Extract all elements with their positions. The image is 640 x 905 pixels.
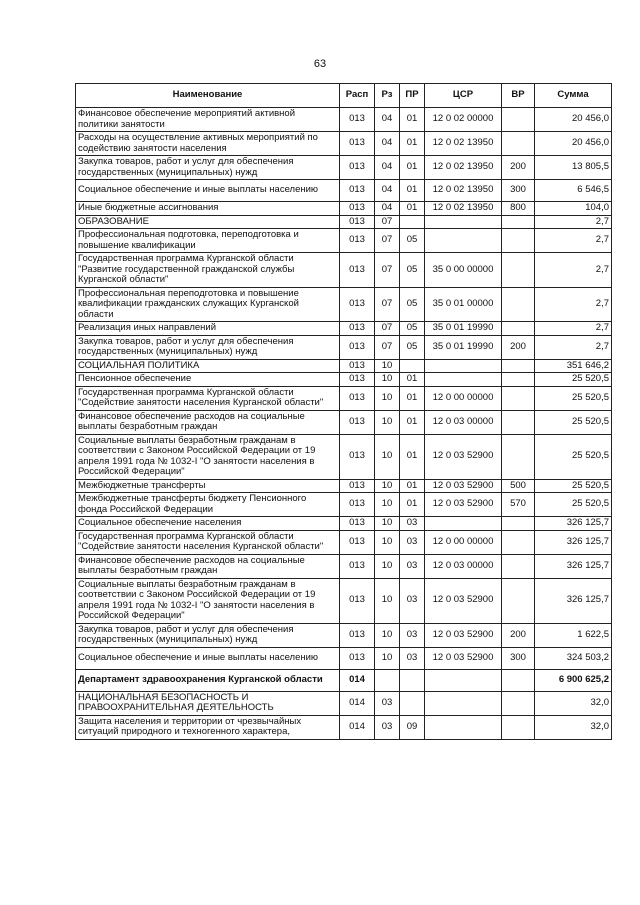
row-name: Иные бюджетные ассигнования bbox=[76, 202, 340, 216]
row-name: Финансовое обеспечение расходов на социальные выплаты безработным граждан bbox=[76, 410, 340, 434]
row-rz: 10 bbox=[375, 517, 400, 531]
row-csr: 12 0 03 52900 bbox=[425, 493, 502, 517]
row-sum: 2,7 bbox=[535, 287, 612, 322]
row-rasp: 013 bbox=[340, 373, 375, 387]
row-sum: 25 520,5 bbox=[535, 386, 612, 410]
row-rz: 10 bbox=[375, 647, 400, 669]
header-sum: Сумма bbox=[535, 84, 612, 108]
row-name: Закупка товаров, работ и услуг для обеспечения государственных (муниципальных) нужд bbox=[76, 156, 340, 180]
row-rasp: 013 bbox=[340, 530, 375, 554]
row-name: Государственная программа Курганской области "Содействие занятости населения Курганской области" bbox=[76, 530, 340, 554]
row-name: Профессиональная переподготовка и повышение квалификации гражданских служащих Курганской области bbox=[76, 287, 340, 322]
header-pr: ПР bbox=[400, 84, 425, 108]
row-name: Социальное обеспечение и иные выплаты населению bbox=[76, 180, 340, 202]
row-rasp: 013 bbox=[340, 554, 375, 578]
table-row bbox=[76, 229, 612, 253]
row-csr: 12 0 03 52900 bbox=[425, 434, 502, 479]
row-sum: 351 646,2 bbox=[535, 359, 612, 373]
table-row bbox=[76, 215, 612, 229]
row-sum: 25 520,5 bbox=[535, 373, 612, 387]
row-rasp: 013 bbox=[340, 434, 375, 479]
row-sum: 326 125,7 bbox=[535, 530, 612, 554]
row-name: Социальные выплаты безработным гражданам в соответствии с Законом Российской Федерации от 19 апреля 1991 года № 1032-I "О занятости населения в Российской Федерации" bbox=[76, 578, 340, 623]
row-sum: 25 520,5 bbox=[535, 434, 612, 479]
row-rz: 10 bbox=[375, 493, 400, 517]
row-vr: 300 bbox=[502, 647, 535, 669]
table-header-row bbox=[76, 84, 612, 108]
row-name: Межбюджетные трансферты bbox=[76, 479, 340, 493]
row-vr bbox=[502, 715, 535, 739]
row-pr: 03 bbox=[400, 517, 425, 531]
row-sum: 20 456,0 bbox=[535, 132, 612, 156]
row-csr bbox=[425, 373, 502, 387]
row-pr bbox=[400, 359, 425, 373]
row-pr: 05 bbox=[400, 322, 425, 336]
row-csr: 12 0 02 13950 bbox=[425, 156, 502, 180]
table-row bbox=[76, 715, 612, 739]
row-rz: 04 bbox=[375, 108, 400, 132]
row-sum: 2,7 bbox=[535, 322, 612, 336]
row-csr bbox=[425, 517, 502, 531]
row-rz: 10 bbox=[375, 479, 400, 493]
row-rz: 07 bbox=[375, 335, 400, 359]
table-row bbox=[76, 479, 612, 493]
row-csr: 35 0 01 00000 bbox=[425, 287, 502, 322]
header-csr: ЦСР bbox=[425, 84, 502, 108]
row-pr bbox=[400, 669, 425, 691]
table-row bbox=[76, 554, 612, 578]
table-row bbox=[76, 386, 612, 410]
row-vr: 800 bbox=[502, 202, 535, 216]
row-rasp: 013 bbox=[340, 287, 375, 322]
row-rasp: 014 bbox=[340, 715, 375, 739]
row-vr bbox=[502, 359, 535, 373]
row-rasp: 013 bbox=[340, 253, 375, 288]
row-rasp: 013 bbox=[340, 229, 375, 253]
row-name: Расходы на осуществление активных мероприятий по содействию занятости населения bbox=[76, 132, 340, 156]
row-rasp: 013 bbox=[340, 479, 375, 493]
row-pr: 01 bbox=[400, 493, 425, 517]
row-pr: 01 bbox=[400, 132, 425, 156]
row-csr: 12 0 00 00000 bbox=[425, 386, 502, 410]
row-name: Защита населения и территории от чрезвычайных ситуаций природного и техногенного характера, bbox=[76, 715, 340, 739]
row-vr bbox=[502, 578, 535, 623]
row-pr: 01 bbox=[400, 434, 425, 479]
row-csr: 12 0 03 00000 bbox=[425, 410, 502, 434]
table-row bbox=[76, 108, 612, 132]
row-rz: 07 bbox=[375, 215, 400, 229]
row-rasp: 013 bbox=[340, 215, 375, 229]
row-rz: 07 bbox=[375, 287, 400, 322]
row-vr bbox=[502, 386, 535, 410]
row-rz: 04 bbox=[375, 180, 400, 202]
row-sum: 25 520,5 bbox=[535, 479, 612, 493]
table-row bbox=[76, 623, 612, 647]
table-body bbox=[76, 108, 612, 740]
header-vr: ВР bbox=[502, 84, 535, 108]
row-csr: 12 0 03 52900 bbox=[425, 479, 502, 493]
row-rz: 04 bbox=[375, 132, 400, 156]
row-rz: 04 bbox=[375, 156, 400, 180]
row-pr: 05 bbox=[400, 229, 425, 253]
table-row bbox=[76, 434, 612, 479]
row-pr: 05 bbox=[400, 253, 425, 288]
row-vr: 570 bbox=[502, 493, 535, 517]
row-csr: 12 0 02 13950 bbox=[425, 180, 502, 202]
row-pr: 03 bbox=[400, 530, 425, 554]
row-vr bbox=[502, 691, 535, 715]
row-name: Государственная программа Курганской области "Развитие государственной гражданской службы Курганской области" bbox=[76, 253, 340, 288]
row-rasp: 013 bbox=[340, 180, 375, 202]
row-rasp: 013 bbox=[340, 386, 375, 410]
row-sum: 32,0 bbox=[535, 715, 612, 739]
table-row bbox=[76, 669, 612, 691]
row-pr: 09 bbox=[400, 715, 425, 739]
row-vr bbox=[502, 132, 535, 156]
row-sum: 13 805,5 bbox=[535, 156, 612, 180]
table-row bbox=[76, 156, 612, 180]
table-row bbox=[76, 410, 612, 434]
row-pr: 01 bbox=[400, 479, 425, 493]
row-rasp: 013 bbox=[340, 493, 375, 517]
row-name: Социальное обеспечение и иные выплаты населению bbox=[76, 647, 340, 669]
table-row bbox=[76, 180, 612, 202]
row-pr: 03 bbox=[400, 647, 425, 669]
row-pr bbox=[400, 215, 425, 229]
row-vr: 200 bbox=[502, 623, 535, 647]
row-name: Реализация иных направлений bbox=[76, 322, 340, 336]
row-vr bbox=[502, 669, 535, 691]
row-rasp: 013 bbox=[340, 647, 375, 669]
row-rasp: 013 bbox=[340, 359, 375, 373]
row-rasp: 013 bbox=[340, 132, 375, 156]
row-rasp: 013 bbox=[340, 410, 375, 434]
page-number: 63 bbox=[313, 58, 327, 70]
row-pr: 01 bbox=[400, 386, 425, 410]
row-sum: 6 900 625,2 bbox=[535, 669, 612, 691]
row-pr: 01 bbox=[400, 108, 425, 132]
row-csr: 12 0 02 00000 bbox=[425, 108, 502, 132]
header-rasp: Расп bbox=[340, 84, 375, 108]
row-vr bbox=[502, 229, 535, 253]
row-rz: 04 bbox=[375, 202, 400, 216]
header-name: Наименование bbox=[76, 84, 340, 108]
row-name: Государственная программа Курганской области "Содействие занятости населения Курганской области" bbox=[76, 386, 340, 410]
row-rz: 10 bbox=[375, 434, 400, 479]
table-row bbox=[76, 647, 612, 669]
row-rz: 07 bbox=[375, 229, 400, 253]
row-rasp: 013 bbox=[340, 517, 375, 531]
row-rz: 10 bbox=[375, 623, 400, 647]
row-csr bbox=[425, 359, 502, 373]
row-sum: 25 520,5 bbox=[535, 410, 612, 434]
row-vr bbox=[502, 322, 535, 336]
row-pr: 01 bbox=[400, 410, 425, 434]
row-rz: 07 bbox=[375, 253, 400, 288]
row-rasp: 013 bbox=[340, 322, 375, 336]
row-csr: 35 0 01 19990 bbox=[425, 322, 502, 336]
row-sum: 2,7 bbox=[535, 215, 612, 229]
row-rasp: 013 bbox=[340, 578, 375, 623]
table-row bbox=[76, 578, 612, 623]
row-pr: 03 bbox=[400, 578, 425, 623]
row-sum: 2,7 bbox=[535, 253, 612, 288]
budget-table bbox=[75, 83, 612, 740]
row-rz: 10 bbox=[375, 554, 400, 578]
row-vr bbox=[502, 530, 535, 554]
row-name: Закупка товаров, работ и услуг для обеспечения государственных (муниципальных) нужд bbox=[76, 623, 340, 647]
row-sum: 20 456,0 bbox=[535, 108, 612, 132]
row-rz: 10 bbox=[375, 410, 400, 434]
row-vr bbox=[502, 410, 535, 434]
row-vr bbox=[502, 517, 535, 531]
row-pr: 01 bbox=[400, 156, 425, 180]
row-vr bbox=[502, 215, 535, 229]
row-sum: 326 125,7 bbox=[535, 578, 612, 623]
row-csr bbox=[425, 691, 502, 715]
header-rz: Рз bbox=[375, 84, 400, 108]
row-vr bbox=[502, 554, 535, 578]
row-name: Пенсионное обеспечение bbox=[76, 373, 340, 387]
row-name: Закупка товаров, работ и услуг для обеспечения государственных (муниципальных) нужд bbox=[76, 335, 340, 359]
row-vr bbox=[502, 108, 535, 132]
row-sum: 326 125,7 bbox=[535, 517, 612, 531]
row-csr bbox=[425, 229, 502, 253]
table-row bbox=[76, 530, 612, 554]
row-rasp: 013 bbox=[340, 202, 375, 216]
table-row bbox=[76, 335, 612, 359]
row-vr bbox=[502, 434, 535, 479]
row-pr: 01 bbox=[400, 202, 425, 216]
row-csr: 35 0 01 19990 bbox=[425, 335, 502, 359]
row-csr: 12 0 03 00000 bbox=[425, 554, 502, 578]
row-rz: 10 bbox=[375, 359, 400, 373]
row-csr bbox=[425, 215, 502, 229]
row-name: СОЦИАЛЬНАЯ ПОЛИТИКА bbox=[76, 359, 340, 373]
row-rasp: 013 bbox=[340, 623, 375, 647]
row-sum: 1 622,5 bbox=[535, 623, 612, 647]
table-row bbox=[76, 493, 612, 517]
row-pr: 03 bbox=[400, 554, 425, 578]
row-name: ОБРАЗОВАНИЕ bbox=[76, 215, 340, 229]
table-row bbox=[76, 322, 612, 336]
row-name: Социальное обеспечение населения bbox=[76, 517, 340, 531]
row-vr: 500 bbox=[502, 479, 535, 493]
row-name: НАЦИОНАЛЬНАЯ БЕЗОПАСНОСТЬ И ПРАВООХРАНИТЕЛЬНАЯ ДЕЯТЕЛЬНОСТЬ bbox=[76, 691, 340, 715]
row-sum: 32,0 bbox=[535, 691, 612, 715]
row-pr: 03 bbox=[400, 623, 425, 647]
table-row bbox=[76, 517, 612, 531]
row-csr: 12 0 00 00000 bbox=[425, 530, 502, 554]
row-name: Профессиональная подготовка, переподготовка и повышение квалификации bbox=[76, 229, 340, 253]
row-name: Финансовое обеспечение расходов на социальные выплаты безработным граждан bbox=[76, 554, 340, 578]
row-rasp: 013 bbox=[340, 335, 375, 359]
row-csr: 12 0 03 52900 bbox=[425, 578, 502, 623]
row-csr bbox=[425, 669, 502, 691]
row-rz: 10 bbox=[375, 578, 400, 623]
row-csr: 12 0 03 52900 bbox=[425, 623, 502, 647]
row-rz: 10 bbox=[375, 386, 400, 410]
table-row bbox=[76, 132, 612, 156]
table-row bbox=[76, 287, 612, 322]
row-sum: 326 125,7 bbox=[535, 554, 612, 578]
table-row bbox=[76, 691, 612, 715]
row-csr: 12 0 02 13950 bbox=[425, 132, 502, 156]
row-pr: 05 bbox=[400, 335, 425, 359]
row-name: Социальные выплаты безработным гражданам в соответствии с Законом Российской Федерации от 19 апреля 1991 года № 1032-I "О занятости населения в Российской Федерации" bbox=[76, 434, 340, 479]
row-rz: 03 bbox=[375, 715, 400, 739]
row-rasp: 013 bbox=[340, 108, 375, 132]
row-sum: 25 520,5 bbox=[535, 493, 612, 517]
row-pr: 01 bbox=[400, 373, 425, 387]
row-name: Департамент здравоохранения Курганской области bbox=[76, 669, 340, 691]
row-vr bbox=[502, 373, 535, 387]
table-row bbox=[76, 373, 612, 387]
row-rasp: 014 bbox=[340, 691, 375, 715]
row-sum: 104,0 bbox=[535, 202, 612, 216]
row-vr: 300 bbox=[502, 180, 535, 202]
row-pr: 01 bbox=[400, 180, 425, 202]
row-rz: 07 bbox=[375, 322, 400, 336]
row-rasp: 013 bbox=[340, 156, 375, 180]
row-sum: 6 546,5 bbox=[535, 180, 612, 202]
row-vr: 200 bbox=[502, 156, 535, 180]
row-csr: 35 0 00 00000 bbox=[425, 253, 502, 288]
row-rz: 10 bbox=[375, 373, 400, 387]
row-name: Межбюджетные трансферты бюджету Пенсионного фонда Российской Федерации bbox=[76, 493, 340, 517]
table-row bbox=[76, 253, 612, 288]
row-rz bbox=[375, 669, 400, 691]
row-vr bbox=[502, 287, 535, 322]
row-pr bbox=[400, 691, 425, 715]
row-vr: 200 bbox=[502, 335, 535, 359]
row-pr: 05 bbox=[400, 287, 425, 322]
row-sum: 2,7 bbox=[535, 335, 612, 359]
row-vr bbox=[502, 253, 535, 288]
row-rasp: 014 bbox=[340, 669, 375, 691]
row-name: Финансовое обеспечение мероприятий активной политики занятости bbox=[76, 108, 340, 132]
row-csr: 12 0 02 13950 bbox=[425, 202, 502, 216]
row-csr: 12 0 03 52900 bbox=[425, 647, 502, 669]
row-rz: 10 bbox=[375, 530, 400, 554]
row-rz: 03 bbox=[375, 691, 400, 715]
table-row bbox=[76, 359, 612, 373]
row-sum: 2,7 bbox=[535, 229, 612, 253]
row-csr bbox=[425, 715, 502, 739]
table-row bbox=[76, 202, 612, 216]
row-sum: 324 503,2 bbox=[535, 647, 612, 669]
